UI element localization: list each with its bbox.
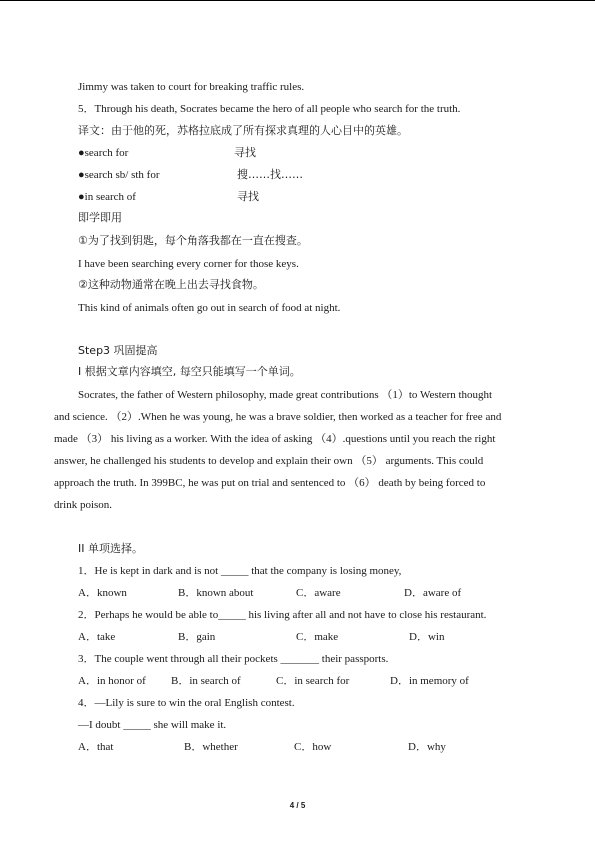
phrase-in-search-of: ●in search of <box>78 191 136 203</box>
q4-option-d[interactable]: D．why <box>408 741 446 753</box>
passage-line-1: Socrates, the father of Western philosophy, made great contributions （1）to Western thought <box>78 389 493 401</box>
q1-option-d[interactable]: D．aware of <box>404 587 462 599</box>
phrase-search-sb-for-meaning: 搜……找…… <box>237 168 303 181</box>
item-5-sentence: 5．Through his death, Socrates became the hero of all people who search for the truth. <box>78 103 461 115</box>
q1-option-c[interactable]: C．aware <box>296 587 341 599</box>
passage-line-2: and science. （2）.When he was young, he was a brave soldier, then worked as a teacher for free and <box>54 411 502 423</box>
passage-line-5: approach the truth. In 399BC, he was put on trial and sentenced to （6） death by being forced to <box>54 477 486 489</box>
practice-2-chinese: ②这种动物通常在晚上出去寻找食物。 <box>78 278 264 291</box>
q4-option-b[interactable]: B．whether <box>184 741 238 753</box>
step3-heading: Step3 巩固提高 <box>78 344 158 357</box>
q3-option-c[interactable]: C．in search for <box>276 675 350 687</box>
question-1: 1．He is kept in dark and is not _____ that the company is losing money, <box>78 565 402 577</box>
practice-2-english: This kind of animals often go out in search of food at night. <box>78 302 341 314</box>
practice-1-english: I have been searching every corner for those keys. <box>78 258 299 270</box>
q1-option-a[interactable]: A．known <box>78 587 127 599</box>
phrase-search-sb-for: ●search sb/ sth for <box>78 169 160 181</box>
top-rule <box>0 0 595 1</box>
q3-option-b[interactable]: B．in search of <box>171 675 241 687</box>
translation: 译文：由于他的死，苏格拉底成了所有探求真理的人心目中的英雄。 <box>78 124 408 137</box>
practice-heading: 即学即用 <box>78 211 122 224</box>
q2-option-a[interactable]: A．take <box>78 631 116 643</box>
question-4: 4．—Lily is sure to win the oral English contest. <box>78 697 295 709</box>
page-number: 4 / 5 <box>289 801 306 810</box>
q2-option-b[interactable]: B．gain <box>178 631 216 643</box>
question-2: 2．Perhaps he would be able to_____ his living after all and not have to close his restaurant. <box>78 609 487 621</box>
q3-option-a[interactable]: A．in honor of <box>78 675 146 687</box>
question-4-reply: —I doubt _____ she will make it. <box>78 719 227 731</box>
example-sentence: Jimmy was taken to court for breaking traffic rules. <box>78 81 305 93</box>
passage-line-4: answer, he challenged his students to develop and explain their own （5） arguments. This could <box>54 455 484 467</box>
passage-line-6: drink poison. <box>54 499 113 511</box>
q4-option-a[interactable]: A．that <box>78 741 114 753</box>
passage-line-3: made （3） his living as a worker. With the idea of asking （4）.questions until you reach the right <box>54 433 496 445</box>
practice-1-chinese: ①为了找到钥匙，每个角落我都在一直在搜查。 <box>78 234 308 247</box>
q4-option-c[interactable]: C．how <box>294 741 332 753</box>
q1-option-b[interactable]: B．known about <box>178 587 254 599</box>
phrase-search-for: ●search for <box>78 147 129 159</box>
part1-heading: I 根据文章内容填空, 每空只能填写一个单词。 <box>78 365 301 378</box>
phrase-search-for-meaning: 寻找 <box>234 146 256 159</box>
phrase-in-search-of-meaning: 寻找 <box>237 190 259 203</box>
question-3: 3．The couple went through all their pockets _______ their passports. <box>78 653 389 665</box>
q2-option-c[interactable]: C．make <box>296 631 339 643</box>
part2-heading: II 单项选择。 <box>78 542 143 555</box>
q2-option-d[interactable]: D．win <box>409 631 445 643</box>
q3-option-d[interactable]: D．in memory of <box>390 675 469 687</box>
